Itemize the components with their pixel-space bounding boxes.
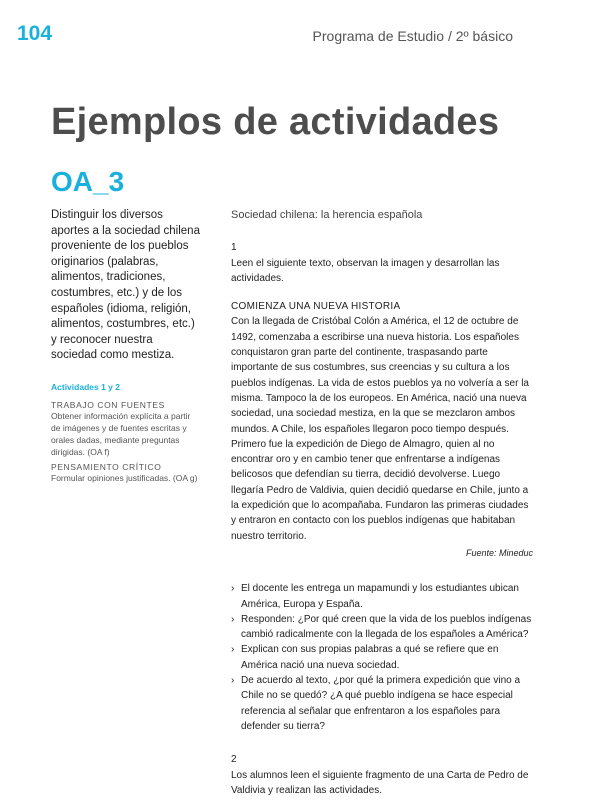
chevron-right-icon: ›: [231, 583, 235, 595]
skill-description: Obtener información explícita a partir de imágenes y de fuentes escritas y orales dadas, mediante preguntas dirigidas. (OA f): [51, 410, 191, 457]
page-title: Ejemplos de actividades: [51, 101, 500, 143]
list-item: [231, 642, 533, 673]
skill-title: PENSAMIENTO CRÍTICO: [51, 461, 162, 472]
list-item: [231, 673, 533, 734]
reading-heading: COMIENZA UNA NUEVA HISTORIA: [231, 301, 401, 313]
section-title: Sociedad chilena: la herencia española: [231, 209, 423, 221]
page-number: 104: [17, 22, 53, 45]
chevron-right-icon: ›: [231, 675, 235, 687]
chevron-right-icon: ›: [231, 613, 235, 625]
list-item: [231, 612, 533, 643]
objective-sidebar: [51, 208, 201, 488]
activity-instruction: Leen el siguiente texto, observan la imagen y desarrollan las actividades.: [231, 257, 500, 284]
list-item-text: El docente les entrega un mapamundi y los estudiantes ubican América, Europa y España.: [241, 583, 519, 610]
list-item: [231, 581, 533, 612]
chevron-right-icon: ›: [231, 644, 235, 656]
activities-label: Actividades 1 y 2: [51, 381, 120, 392]
activity-list: [231, 581, 533, 734]
reading-text: Con la llegada de Cristóbal Colón a América, el 12 de octubre de 1492, comenzaba a escribirse una nueva historia. Los españoles conquistaron gran parte del continente, traspasando parte importante de sus costumbres, sus creencias y su cultura a los pueblos indígenas. La vida de estos pueblos ya no volvería a ser la misma. Tampoco la de los europeos. En América, nació una nueva sociedad, una sociedad mestiza, en la que se mezclaron ambos mundos. A Chile, los españoles llegaron poco tiempo después. Primero fue la expedición de Diego de Almagro, quien al no encontrar oro y en cambio tener que enfrentarse a indígenas belicosos que defendían su tierra, decidió devolverse. Luego llegaría Pedro de Valdivia, quien decidió quedarse en Chile, junto a la expedición que lo acompañaba. Fundaron las primeras ciudades y entraron en contacto con los pueblos indígenas que habitaban nuestro territorio.: [231, 316, 529, 542]
list-item-text: Responden: ¿Por qué creen que la vida de los pueblos indígenas cambió radicalmente con la llegada de los españoles a América?: [241, 613, 532, 641]
skill-title: TRABAJO CON FUENTES: [51, 399, 165, 410]
oa-code: OA_3: [51, 166, 125, 197]
activity-number: 1: [231, 242, 237, 254]
list-item-text: Explican con sus propias palabras a qué se refiere que en América nació una nueva sociedad.: [241, 644, 499, 671]
running-header: Programa de Estudio / 2º básico: [312, 28, 513, 44]
list-item-text: De acuerdo al texto, ¿por qué la primera expedición que vino a Chile no se quedó? ¿A qué pueblo indígena se hace especial referencia al señalar que enfrentaron a los españoles para defender su tierra?: [241, 675, 521, 732]
activity-number: 2: [231, 754, 237, 766]
source-credit: Fuente: Mineduc: [465, 547, 533, 558]
objective-description: Distinguir los diversos aportes a la sociedad chilena proveniente de los pueblos originarios (palabras, alimentos, tradiciones, costumbres, etc.) y de los españoles (idioma, religión, alimentos, costumbres, etc.) y reconocer nuestra sociedad como mestiza.: [51, 209, 200, 362]
skill-description: Formular opiniones justificadas. (OA g): [51, 472, 198, 483]
activities-column: [231, 208, 533, 798]
activity-instruction: Los alumnos leen el siguiente fragmento de una Carta de Pedro de Valdivia y realizan las actividades.: [231, 769, 529, 796]
